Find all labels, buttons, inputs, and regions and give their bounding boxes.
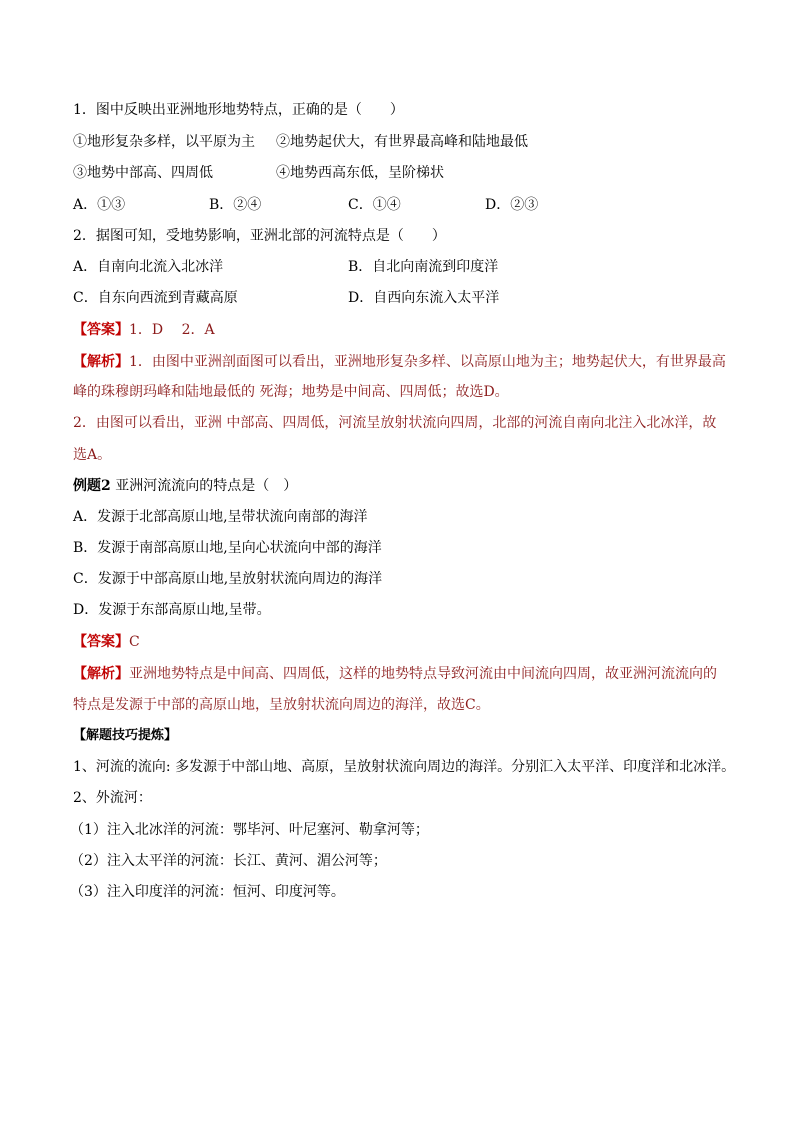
q1-statement-3: ③地势中部高、四周低 [73, 165, 213, 181]
tips-line-1: 1、河流的流向: 多发源于中部山地、高原，呈放射状流向周边的海洋。分别汇入太平洋、印度洋和北冰洋。 [73, 759, 736, 775]
q2-option-b: B．自北向南流到印度洋 [348, 259, 499, 275]
example-2-option-d: D．发源于东部高原山地,呈带。 [73, 602, 271, 618]
answer-label: 【答案】 [73, 634, 129, 650]
q1-statement-2: ②地势起伏大，有世界最高峰和陆地最低 [276, 134, 528, 150]
q2-option-c: C．自东向西流到青藏高原 [73, 290, 238, 306]
q1-option-b: B．②④ [209, 197, 262, 213]
q1-stem: 1．图中反映出亚洲地形地势特点，正确的是（ ） [73, 102, 404, 118]
q2-stem: 2．据图可知，受地势影响，亚洲北部的河流特点是（ ） [73, 228, 446, 244]
example-stem-text: 亚洲河流流向的特点是（ ） [110, 478, 298, 494]
q1-option-d: D．②③ [485, 197, 539, 213]
tips-heading: 【解题技巧提炼】 [73, 728, 178, 743]
answer-block-1 [73, 321, 215, 339]
example-label: 例题2 [73, 478, 111, 494]
answer-block-2 [73, 633, 140, 651]
example-2-option-b: B．发源于南部高原山地,呈向心状流向中部的海洋 [73, 540, 382, 556]
tips-line-3: （1）注入北冰洋的河流：鄂毕河、叶尼塞河、勒拿河等； [70, 822, 429, 838]
answer-text: C [129, 634, 140, 650]
example-2-stem [73, 477, 297, 495]
example-2-option-c: C．发源于中部高原山地,呈放射状流向周边的海洋 [73, 571, 383, 587]
q2-option-d: D．自西向东流入太平洋 [348, 290, 500, 306]
analysis-block-2-line-1 [73, 665, 717, 683]
analysis-block-1-line-1 [73, 353, 726, 371]
q1-option-c: C．①④ [348, 197, 401, 213]
analysis-text: 1．由图中亚洲剖面图可以看出，亚洲地形复杂多样、以高原山地为主；地势起伏大，有世界最高 [129, 354, 726, 370]
analysis-block-1-line-4: 选A。 [73, 447, 112, 463]
answer-label: 【答案】 [73, 322, 129, 338]
q1-statement-4: ④地势西高东低，呈阶梯状 [276, 165, 444, 181]
example-2-option-a: A．发源于北部高原山地,呈带状流向南部的海洋 [73, 509, 368, 525]
analysis-block-1-line-3: 2．由图可以看出，亚洲 中部高、四周低，河流呈放射状流向四周，北部的河流自南向北注入北冰洋，故 [73, 415, 717, 431]
q1-option-a: A．①③ [73, 197, 126, 213]
q1-statement-1: ①地形复杂多样，以平原为主 [73, 134, 255, 150]
analysis-block-2-line-2: 特点是发源于中部的高原山地，呈放射状流向周边的海洋，故选C。 [73, 697, 490, 713]
analysis-text: 亚洲地势特点是中间高、四周低，这样的地势特点导致河流由中间流向四周，故亚洲河流流向的 [129, 666, 717, 682]
tips-line-5: （3）注入印度洋的河流：恒河、印度河等。 [70, 884, 345, 900]
q2-option-a: A．自南向北流入北冰洋 [73, 259, 224, 275]
answer-text: 1．D 2．A [129, 322, 215, 338]
analysis-label: 【解析】 [73, 666, 129, 682]
analysis-label: 【解析】 [73, 354, 129, 370]
analysis-block-1-line-2: 峰的珠穆朗玛峰和陆地最低的 死海；地势是中间高、四周低；故选D。 [73, 384, 509, 400]
tips-line-4: （2）注入太平洋的河流：长江、黄河、湄公河等； [70, 853, 387, 869]
tips-line-2: 2、外流河： [73, 790, 152, 806]
